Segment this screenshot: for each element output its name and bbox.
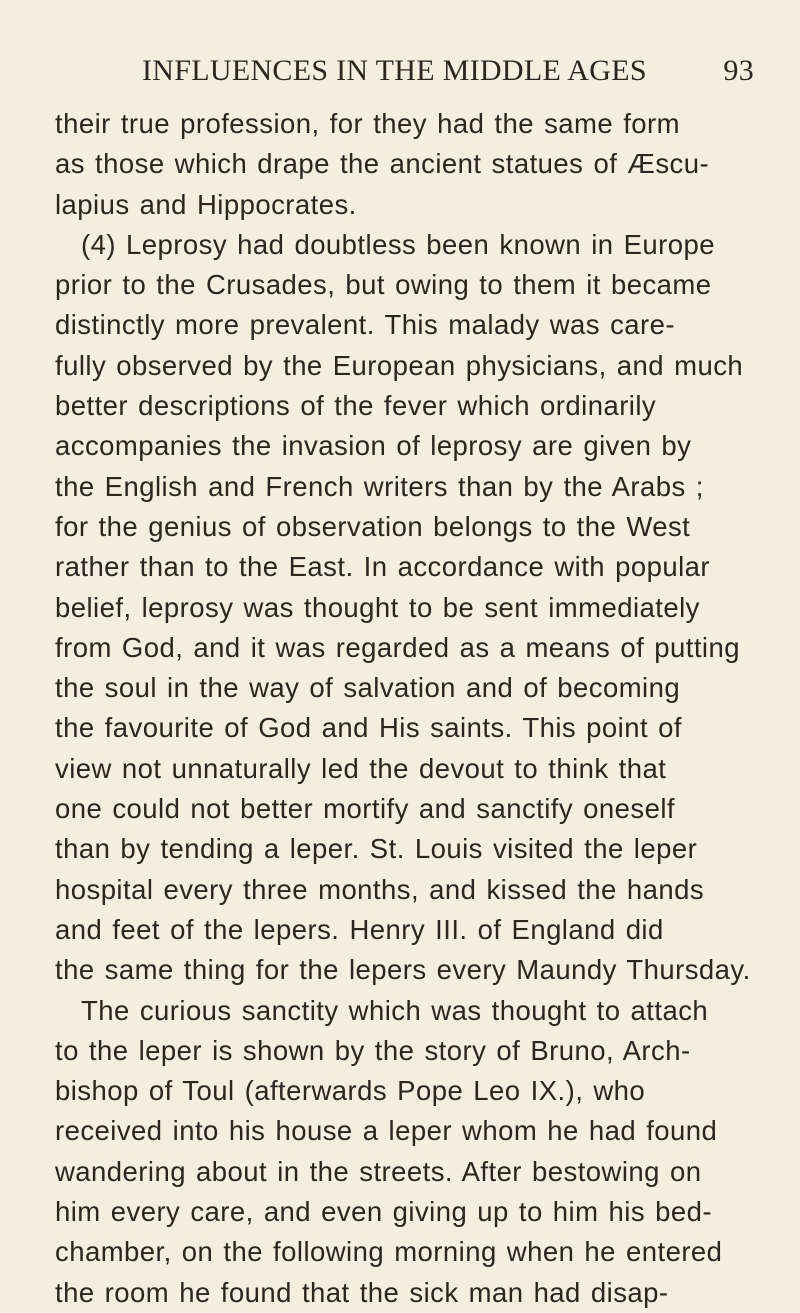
text-line: The curious sanctity which was thought to attach [81, 994, 709, 1026]
text-line: the favourite of God and His saints. This point of [55, 712, 682, 744]
text-line: as those which drape the ancient statues of Æscu- [55, 148, 710, 180]
text-line: wandering about in the streets. After bestowing on [55, 1155, 702, 1187]
text-line: than by tending a leper. St. Louis visited the leper [55, 833, 698, 865]
text-line: view not unnaturally led the devout to think that [55, 752, 667, 784]
text-line: from God, and it was regarded as a means of putting [55, 631, 740, 663]
text-line: to the leper is shown by the story of Bruno, Arch- [55, 1034, 691, 1066]
body-text [55, 104, 755, 1313]
text-line: fully observed by the European physicians, and much [55, 349, 744, 381]
text-line: the English and French writers than by the Arabs ; [55, 470, 704, 502]
text-line: prior to the Crusades, but owing to them it became [55, 269, 712, 301]
text-line: rather than to the East. In accordance with popular [55, 551, 711, 583]
text-line: the same thing for the lepers every Maundy Thursday. [55, 954, 751, 986]
text-line: (4) Leprosy had doubtless been known in Europe [81, 228, 715, 260]
text-line: the soul in the way of salvation and of becoming [55, 672, 681, 704]
text-line: better descriptions of the fever which ordinarily [55, 390, 657, 422]
running-head [142, 54, 754, 94]
page-number: 93 [723, 54, 754, 87]
text-line: distinctly more prevalent. This malady was care- [55, 309, 675, 341]
text-line: their true profession, for they had the same form [55, 108, 681, 139]
text-line: received into his house a leper whom he had found [55, 1115, 718, 1147]
text-line: the room he found that the sick man had disap- [55, 1276, 669, 1308]
text-line: bishop of Toul (afterwards Pope Leo IX.), who [55, 1075, 646, 1107]
text-line: belief, leprosy was thought to be sent immediately [55, 591, 700, 623]
text-line: chamber, on the following morning when he entered [55, 1236, 723, 1268]
text-line: lapius and Hippocrates. [55, 188, 357, 220]
running-head-title: INFLUENCES IN THE MIDDLE AGES [142, 54, 647, 87]
text-line: him every care, and even giving up to him his bed- [55, 1196, 712, 1228]
text-line: for the genius of observation belongs to the West [55, 510, 691, 542]
text-line: hospital every three months, and kissed the hands [55, 873, 705, 905]
text-line: and feet of the lepers. Henry III. of England did [55, 913, 664, 945]
text-line: one could not better mortify and sanctify oneself [55, 793, 675, 825]
text-line: accompanies the invasion of leprosy are given by [55, 430, 692, 462]
